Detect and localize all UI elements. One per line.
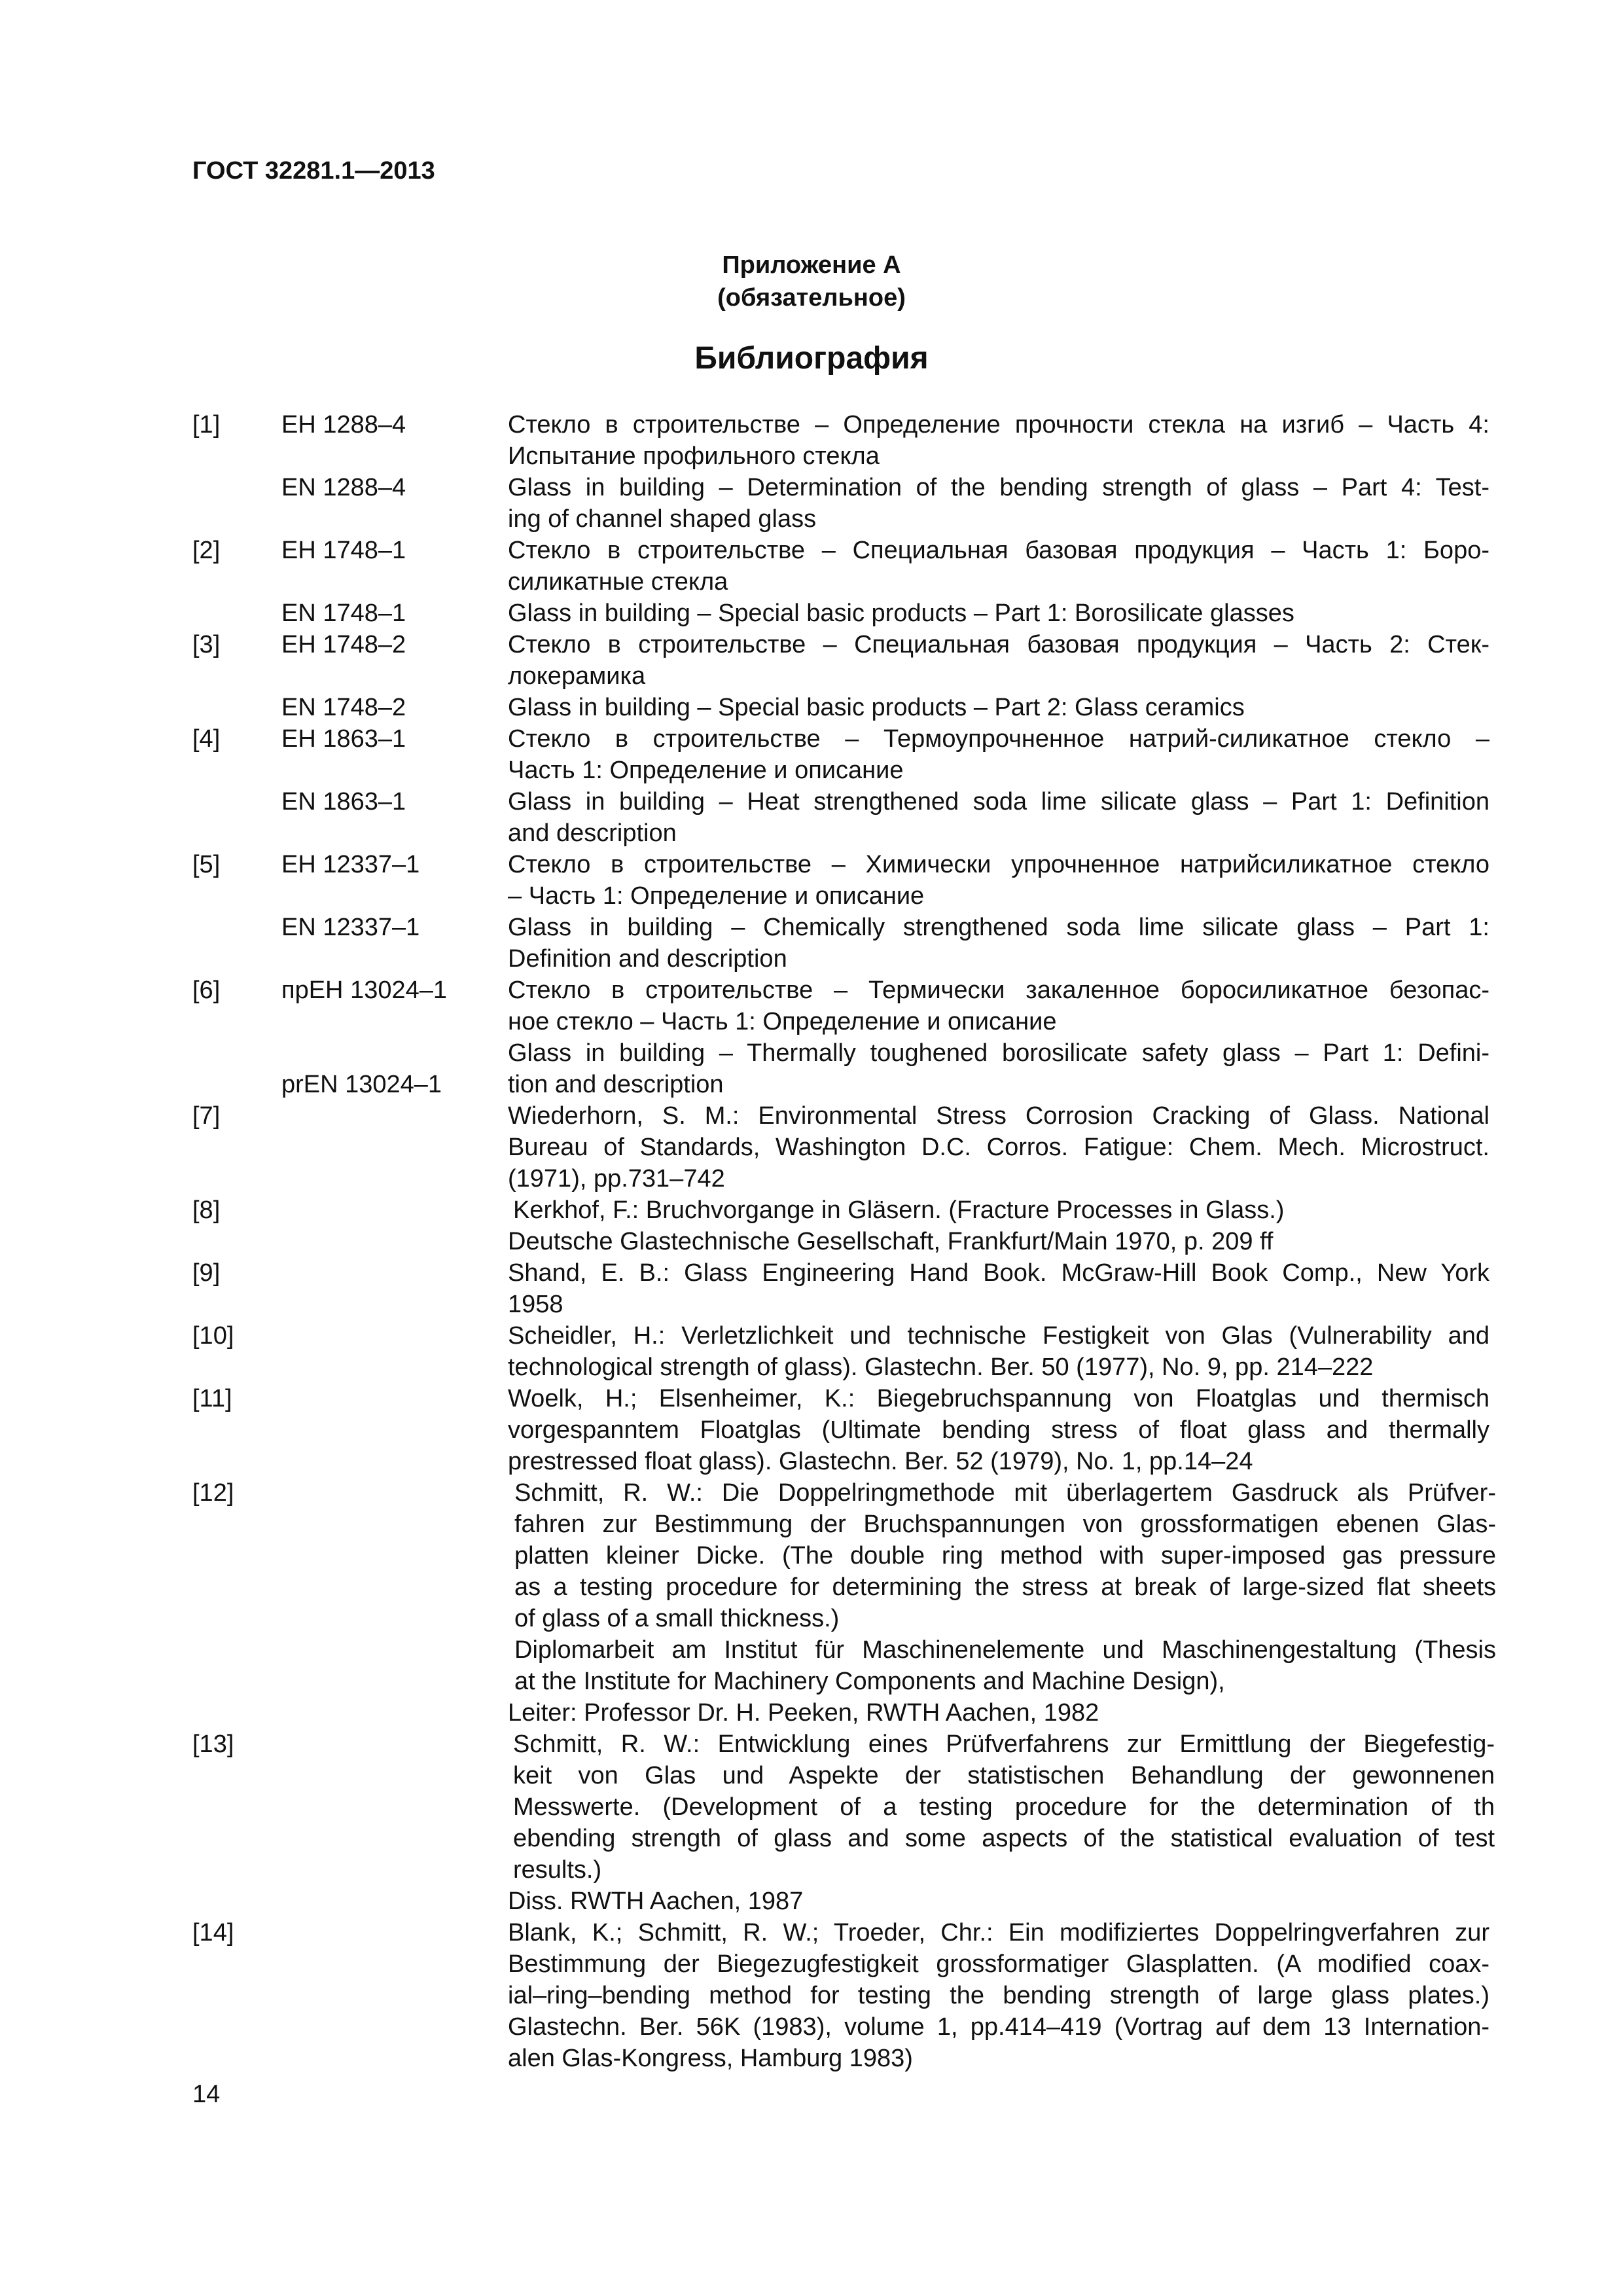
reference-text: (1971), pp.731–742 (508, 1165, 725, 1193)
reference-line (192, 1257, 1501, 1289)
reference-line (192, 1666, 1501, 1697)
reference-text: локерамика (508, 662, 646, 690)
reference-line (192, 1760, 1501, 1791)
reference-text: Blank, K.; Schmitt, R. W.; Troeder, Chr.: Ein modifiziertes Doppelringverfahren zur (508, 1919, 1489, 1946)
reference-text: Glass in building – Determination of the bending strength of glass – Part 4: Test- (508, 474, 1489, 501)
reference-text: platten kleiner Dicke. (The double ring method with super-imposed gas pressure (514, 1542, 1496, 1570)
reference-line (192, 786, 1501, 817)
reference-text: prestressed float glass). Glastechn. Ber. 52 (1979), No. 1, pp.14–24 (508, 1448, 1253, 1475)
reference-line (192, 629, 1501, 660)
reference-text: Glass in building – Special basic products – Part 1: Borosilicate glasses (508, 600, 1294, 627)
reference-line (192, 2043, 1501, 2074)
reference-line (192, 1886, 1501, 1917)
reference-line (192, 440, 1501, 472)
reference-line (192, 1194, 1501, 1226)
reference-text: Стекло в строительстве – Специальная базовая продукция – Часть 1: Боро- (508, 537, 1489, 564)
reference-line (192, 1226, 1501, 1257)
bibliography-list (192, 409, 1501, 2074)
reference-text: Часть 1: Определение и описание (508, 757, 904, 784)
reference-code: ЕН 1748–2 (281, 631, 406, 658)
reference-text: vorgespanntem Floatglas (Ultimate bending stress of float glass and thermally (508, 1416, 1489, 1444)
reference-code: EN 1288–4 (281, 474, 406, 501)
reference-text: Schmitt, R. W.: Entwicklung eines Prüfverfahrens zur Ermittlung der Biegefestig- (513, 1731, 1495, 1758)
reference-text: Стекло в строительстве – Определение прочности стекла на изгиб – Часть 4: (508, 411, 1489, 439)
reference-text: 1958 (508, 1291, 563, 1318)
reference-text: Стекло в строительстве – Химически упрочненное натрийсиликатное стекло (508, 851, 1489, 878)
reference-text: alen Glas-Kongress, Hamburg 1983) (508, 2045, 913, 2072)
reference-number: [9] (192, 1259, 221, 1287)
reference-line (192, 1854, 1501, 1886)
reference-text: Kerkhof, F.: Bruchvorgange in Gläsern. (Fracture Processes in Glass.) (513, 1196, 1285, 1224)
reference-text: ing of channel shaped glass (508, 505, 817, 533)
reference-text: Bestimmung der Biegezugfestigkeit grossformatiger Glasplatten. (A modified coax- (508, 1950, 1489, 1978)
reference-text: Стекло в строительстве – Термически закаленное боросиликатное безопас- (508, 977, 1489, 1004)
reference-line (192, 1634, 1501, 1666)
reference-text: Deutsche Glastechnische Gesellschaft, Frankfurt/Main 1970, p. 209 ff (508, 1228, 1274, 1255)
reference-number: [7] (192, 1102, 221, 1130)
reference-text: силикатные стекла (508, 568, 728, 596)
reference-line (192, 723, 1501, 755)
reference-text: ial–ring–bending method for testing the bending strength of large glass plates.) (508, 1982, 1489, 2009)
reference-line (192, 1414, 1501, 1446)
reference-line (192, 2011, 1501, 2043)
reference-line (192, 472, 1501, 503)
reference-line (192, 1571, 1501, 1603)
reference-text: Messwerte. (Development of a testing procedure for the determination of th (513, 1793, 1495, 1821)
reference-number: [8] (192, 1196, 221, 1224)
page-number: 14 (192, 2081, 221, 2108)
reference-line (192, 755, 1501, 786)
reference-line (192, 1980, 1501, 2011)
reference-line (192, 598, 1501, 629)
reference-text: Glass in building – Chemically strengthened soda lime silicate glass – Part 1: (508, 914, 1489, 941)
reference-text: Leiter: Professor Dr. H. Peeken, RWTH Aachen, 1982 (508, 1699, 1099, 1727)
reference-number: [13] (192, 1731, 234, 1758)
reference-text: results.) (513, 1856, 602, 1884)
reference-line (192, 1729, 1501, 1760)
reference-text: Scheidler, H.: Verletzlichkeit und technische Festigkeit von Glas (Vulnerability and (508, 1322, 1489, 1350)
reference-line (192, 1006, 1501, 1037)
annex-title: Приложение А (722, 251, 901, 279)
reference-number: [1] (192, 411, 221, 439)
reference-text: Wiederhorn, S. M.: Environmental Stress Corrosion Cracking of Glass. National (508, 1102, 1489, 1130)
reference-line (192, 1446, 1501, 1477)
reference-line (192, 692, 1501, 723)
reference-code: EN 1748–1 (281, 600, 406, 627)
reference-text: Испытание профильного стекла (508, 442, 880, 470)
reference-text: tion and description (508, 1071, 724, 1098)
reference-line (192, 1100, 1501, 1132)
reference-number: [5] (192, 851, 221, 878)
reference-text: Стекло в строительстве – Термоупрочненное натрий-силикатное стекло – (508, 725, 1489, 753)
reference-line (192, 1037, 1501, 1069)
reference-number: [14] (192, 1919, 234, 1946)
reference-number: [4] (192, 725, 221, 753)
reference-text: ное стекло – Часть 1: Определение и описание (508, 1008, 1057, 1035)
reference-text: Glastechn. Ber. 56K (1983), volume 1, pp.414–419 (Vortrag auf dem 13 Internation- (508, 2013, 1489, 2041)
reference-number: [3] (192, 631, 221, 658)
reference-code: EN 12337–1 (281, 914, 420, 941)
reference-number: [6] (192, 977, 221, 1004)
reference-line (192, 566, 1501, 598)
reference-text: as a testing procedure for determining the stress at break of large-sized flat sheets (514, 1573, 1496, 1601)
reference-text: technological strength of glass). Glastechn. Ber. 50 (1977), No. 9, pp. 214–222 (508, 1354, 1374, 1381)
reference-text: at the Institute for Machinery Components and Machine Design), (514, 1668, 1225, 1695)
reference-text: fahren zur Bestimmung der Bruchspannungen von grossformatigen ebenen Glas- (514, 1511, 1496, 1538)
reference-text: ebending strength of glass and some aspects of the statistical evaluation of test (513, 1825, 1495, 1852)
reference-line (192, 1917, 1501, 1948)
reference-text: and description (508, 819, 677, 847)
reference-line (192, 1948, 1501, 1980)
reference-text: of glass of a small thickness.) (514, 1605, 840, 1632)
reference-text: Glass in building – Special basic products – Part 2: Glass ceramics (508, 694, 1245, 721)
reference-line (192, 1477, 1501, 1509)
reference-code: ЕН 1748–1 (281, 537, 406, 564)
reference-line (192, 849, 1501, 880)
reference-line (192, 1603, 1501, 1634)
reference-text: Стекло в строительстве – Специальная базовая продукция – Часть 2: Стек- (508, 631, 1489, 658)
reference-text: Woelk, H.; Elsenheimer, K.: Biegebruchspannung von Floatglas und thermisch (508, 1385, 1489, 1412)
reference-text: Shand, E. B.: Glass Engineering Hand Book. McGraw-Hill Book Comp., New York (508, 1259, 1489, 1287)
reference-line (192, 1697, 1501, 1729)
reference-text: Diss. RWTH Aachen, 1987 (508, 1888, 804, 1915)
reference-line (192, 1383, 1501, 1414)
reference-text: Bureau of Standards, Washington D.C. Corros. Fatigue: Chem. Mech. Microstruct. (508, 1134, 1489, 1161)
reference-line (192, 535, 1501, 566)
reference-code: ЕН 12337–1 (281, 851, 420, 878)
reference-line (192, 1509, 1501, 1540)
reference-line (192, 1163, 1501, 1194)
reference-text: Definition and description (508, 945, 787, 973)
annex-status: (обязательное) (717, 284, 906, 312)
reference-line (192, 1289, 1501, 1320)
document-header: ГОСТ 32281.1—2013 (192, 157, 435, 185)
reference-line (192, 1132, 1501, 1163)
reference-line (192, 880, 1501, 912)
reference-code: EN 1863–1 (281, 788, 406, 816)
reference-text: Glass in building – Thermally toughened borosilicate safety glass – Part 1: Defini- (508, 1039, 1489, 1067)
reference-line (192, 912, 1501, 943)
reference-code: прЕН 13024–1 (281, 977, 447, 1004)
reference-line (192, 1069, 1501, 1100)
reference-line (192, 660, 1501, 692)
reference-text: Glass in building – Heat strengthened soda lime silicate glass – Part 1: Definition (508, 788, 1489, 816)
reference-code: ЕН 1288–4 (281, 411, 406, 439)
reference-number: [10] (192, 1322, 234, 1350)
reference-line (192, 1540, 1501, 1571)
reference-line (192, 943, 1501, 975)
reference-line (192, 1320, 1501, 1352)
reference-line (192, 1791, 1501, 1823)
reference-line (192, 503, 1501, 535)
reference-line (192, 1352, 1501, 1383)
reference-line (192, 817, 1501, 849)
reference-line (192, 409, 1501, 440)
reference-code: ЕН 1863–1 (281, 725, 406, 753)
reference-number: [2] (192, 537, 221, 564)
reference-text: – Часть 1: Определение и описание (508, 882, 925, 910)
reference-text: Diplomarbeit am Institut für Maschinenelemente und Maschinengestaltung (Thesis (514, 1636, 1496, 1664)
reference-text: keit von Glas und Aspekte der statistischen Behandlung der gewonnenen (513, 1762, 1495, 1789)
reference-code: EN 1748–2 (281, 694, 406, 721)
reference-line (192, 1823, 1501, 1854)
reference-text: Schmitt, R. W.: Die Doppelringmethode mit überlagertem Gasdruck als Prüfver- (514, 1479, 1496, 1507)
reference-line (192, 975, 1501, 1006)
reference-number: [12] (192, 1479, 234, 1507)
bibliography-title: Библиография (694, 341, 929, 376)
reference-number: [11] (192, 1385, 232, 1412)
reference-code: prEN 13024–1 (281, 1071, 442, 1098)
